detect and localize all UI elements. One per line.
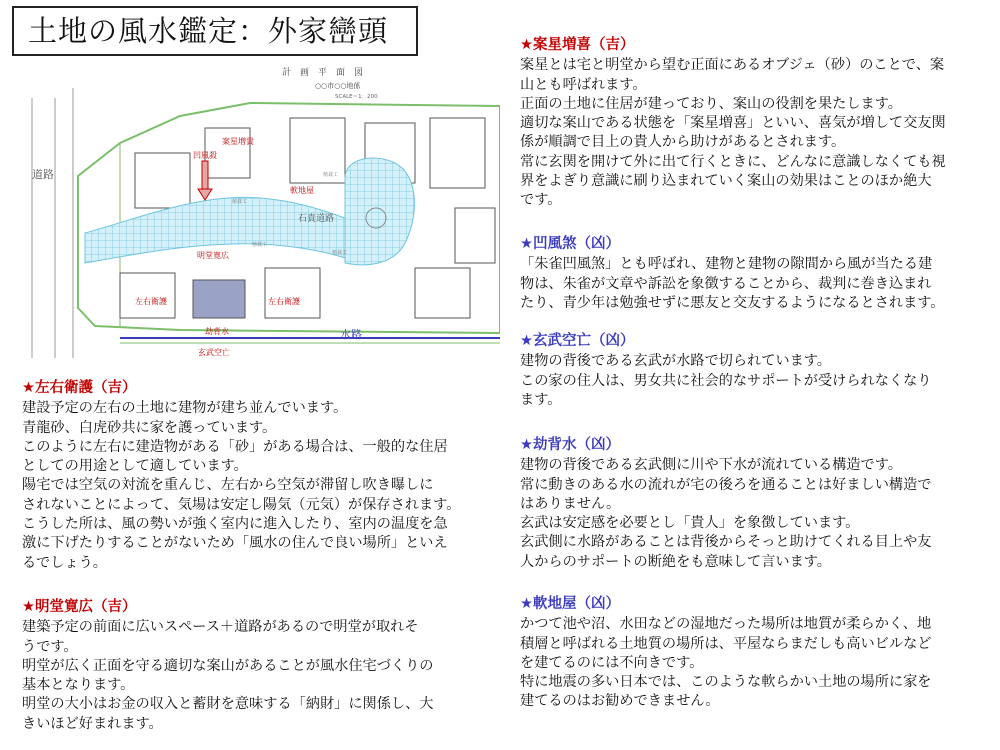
- text-line: 建てるのはお勧めできません。: [520, 693, 720, 710]
- section-xuanwu: [520, 332, 980, 410]
- label-jiebei: 劫背水: [205, 327, 229, 336]
- label-zuoyou-right: 左右衛護: [268, 297, 300, 306]
- text-line: うです。: [22, 638, 78, 655]
- label-xuanwu: 玄武空亡: [198, 348, 230, 357]
- road-label: 道路: [32, 168, 54, 181]
- section-heading: ★明堂寛広（吉）: [22, 599, 137, 615]
- text-line: 基本となります。: [22, 677, 135, 694]
- section-ruandi: [520, 595, 980, 712]
- house-right-1: [455, 208, 495, 263]
- text-line: 界をよぎり意識に刷り込まれていく案山の効果はことのほか絶大: [520, 173, 932, 190]
- text-line: 建物の背後である玄武側に川や下水が流れている構造です。: [520, 457, 902, 474]
- text-line: 物は、朱雀が文章や訴訟を象徴することから、裁判に巻き込まれ: [520, 275, 932, 292]
- text-line: 山とも呼ばれます。: [520, 76, 647, 93]
- section-anxing: [520, 36, 980, 211]
- label-aofeng: 凹風殺: [193, 151, 217, 160]
- section-heading: ★劫背水（凶）: [520, 437, 620, 453]
- house-top-5: [430, 118, 485, 188]
- section-heading: ★玄武空亡（凶）: [520, 333, 635, 349]
- text-line: 常に玄関を開けて外に出て行くときに、どんなに意識しなくても視: [520, 153, 946, 170]
- text-line: としての用途として適しています。: [22, 458, 248, 475]
- section-mingtang: [22, 598, 487, 734]
- text-line: 陽宅では空気の対流を重んじ、左右から空気が滞留し吹き曝しに: [22, 477, 434, 494]
- house-right-2: [415, 268, 470, 318]
- text-line: 建設予定の左右の土地に建物が建ち並んでいます。: [22, 400, 348, 417]
- text-line: るでしょう。: [22, 554, 107, 571]
- label-ruandi: 軟地屋: [290, 186, 314, 195]
- text-line: 正面の土地に住居が建っており、案山の役割を果たします。: [520, 95, 902, 112]
- text-line: 建築予定の前面に広いスペース＋道路があるので明堂が取れそ: [22, 619, 419, 636]
- site-plan-diagram: [0, 58, 500, 378]
- aofeng-arrow-head: [198, 189, 212, 200]
- text-line: 建物の背後である玄武が水路で切られています。: [520, 353, 831, 370]
- text-line: きいほど好まれます。: [22, 715, 163, 732]
- label-small-b: 植栽工: [252, 242, 268, 248]
- text-line: 常に動きのある水の流れが宅の後ろを通ることは好ましい構造で: [520, 476, 932, 493]
- text-line: ます。: [520, 391, 562, 408]
- text-line: この家の住人は、男女共に社会的なサポートが受けられなくなり: [520, 372, 932, 389]
- text-line: 玄武側に水路があることは背後からそっと助けてくれる目上や友: [520, 534, 932, 551]
- label-shigui: 石貴道路: [298, 214, 335, 224]
- label-small-c: 植栽工: [323, 172, 339, 178]
- section-heading: ★凹風煞（凶）: [520, 236, 620, 252]
- text-line: されないことによって、気場は安定し陽気（元気）が保存されます。: [22, 496, 461, 513]
- text-line: 青龍砂、白虎砂共に家を護っています。: [22, 419, 277, 436]
- text-line: こうした所は、風の勢いが強く室内に進入したり、室内の温度を急: [22, 516, 448, 533]
- text-line: かつて池や沼、水田などの湿地だった場所は地質が柔らかく、地: [520, 616, 932, 633]
- text-line: 適切な案山である状態を「案星増喜」といい、喜気が増して交友関: [520, 115, 946, 132]
- cul-de-sac: [345, 158, 414, 265]
- text-line: 明堂の大小はお金の収入と蓄財を意味する「納財」に関係し、大: [22, 696, 434, 713]
- text-line: 人からのサポートの断絶をも意味して言います。: [520, 553, 831, 570]
- house-bottom-right: [265, 268, 320, 318]
- construction-site: [193, 280, 245, 318]
- section-heading: ★案星増喜（吉）: [520, 37, 635, 53]
- page-title: 土地の風水鑑定：外家巒頭: [12, 6, 418, 56]
- text-line: はありません。: [520, 495, 621, 512]
- label-zuoyou-left: 左右衛護: [135, 297, 167, 306]
- text-line: たり、青少年は勉強せずに悪友と交友するようになるとされます。: [520, 294, 945, 311]
- house-bottom-left: [120, 273, 175, 318]
- text-line: 特に地震の多い日本では、このような軟らかい土地の場所に家を: [520, 674, 932, 691]
- text-line: 係が順調で目上の貴人から助けがあるとされます。: [520, 134, 846, 151]
- text-line: 玄武は安定感を必要とし「貴人」を象徴しています。: [520, 515, 860, 532]
- section-aofeng: [520, 235, 980, 313]
- text-line: 案星とは宅と明堂から望む正面にあるオブジェ（砂）のことで、案: [520, 57, 945, 74]
- plan-subheading: ○○市○○地係: [315, 82, 361, 90]
- section-zuoyou: [22, 379, 487, 573]
- text-line: 激に下げたりすることがないため「風水の住んで良い場所」といえ: [22, 535, 448, 552]
- plan-heading: 計 画 平 面 図: [282, 68, 364, 78]
- plan-scale: SCALE＝1：200: [335, 94, 378, 100]
- text-line: 積層と呼ばれる土地質の場所は、平屋ならまだしも高いビルなど: [520, 635, 932, 652]
- section-heading: ★軟地屋（凶）: [520, 596, 620, 612]
- label-small-d: 植栽工: [332, 250, 348, 256]
- label-suilu: 水路: [340, 328, 362, 341]
- section-heading: ★左右衛護（吉）: [22, 380, 137, 396]
- label-anxing: 案星増貴: [222, 137, 254, 146]
- text-line: 明堂が広く正面を守る適切な案山があることが風水住宅づくりの: [22, 657, 434, 674]
- house-top-1: [135, 153, 190, 208]
- text-line: を建てるのには不向きです。: [520, 654, 704, 671]
- text-line: です。: [520, 192, 562, 209]
- label-small-a: 植栽工: [232, 199, 248, 205]
- text-line: 「朱雀凹風煞」とも呼ばれ、建物と建物の隙間から風が当たる建: [520, 256, 933, 273]
- label-mingtang: 明堂寛広: [197, 251, 229, 260]
- aofeng-arrow-shaft: [202, 161, 208, 189]
- section-jiebei: [520, 436, 980, 572]
- text-line: このように左右に建造物がある「砂」がある場合は、一般的な住居: [22, 438, 448, 455]
